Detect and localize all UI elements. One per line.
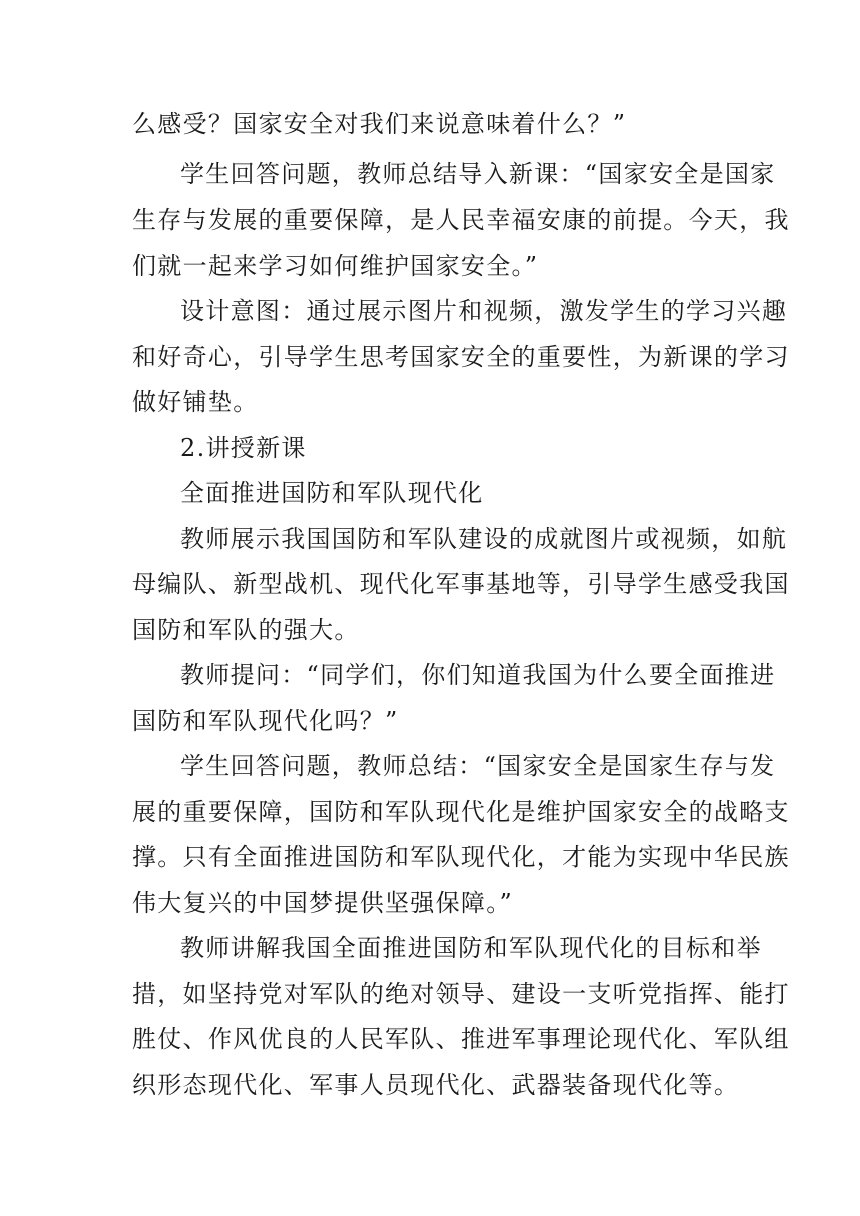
text-line: 全面推进国防和军队现代化 [180,479,484,507]
text-line: 生存与发展的重要保障，是人民幸福安康的前提。今天，我 [132,206,790,234]
text-line: 2.讲授新课 [180,434,307,462]
text-line: 们就一起来学习如何维护国家安全。” [132,252,539,280]
text-line: 织形态现代化、军事人员现代化、武器装备现代化等。 [132,1071,740,1099]
text-line: 学生回答问题，教师总结：“国家安全是国家生存与发 [180,752,776,780]
text-line: 国防和军队的强大。 [132,616,360,644]
text-line: 和好奇心，引导学生思考国家安全的重要性，为新课的学习 [132,343,790,371]
text-line: 母编队、新型战机、现代化军事基地等，引导学生感受我国 [132,570,790,598]
text-line: 设计意图：通过展示图片和视频，激发学生的学习兴趣 [180,297,788,325]
text-line: 教师展示我国国防和军队建设的成就图片或视频，如航 [180,525,788,553]
text-line: 国防和军队现代化吗？” [132,707,399,735]
text-line: 胜仗、作风优良的人民军队、推进军事理论现代化、军队组 [132,1025,790,1053]
text-line: 教师提问：“同学们，你们知道我国为什么要全面推进 [180,661,776,689]
text-line: 学生回答问题，教师总结导入新课：“国家安全是国家 [180,160,776,188]
text-line: 么感受？国家安全对我们来说意味着什么？” [132,110,627,138]
text-line: 措，如坚持党对军队的绝对领导、建设一支听党指挥、能打 [132,980,790,1008]
text-line: 展的重要保障，国防和军队现代化是维护国家安全的战略支 [132,798,790,826]
text-line: 伟大复兴的中国梦提供坚强保障。” [132,889,514,917]
text-line: 做好铺垫。 [132,388,259,416]
text-line: 撑。只有全面推进国防和军队现代化，才能为实现中华民族 [132,843,790,871]
text-line: 教师讲解我国全面推进国防和军队现代化的目标和举 [180,934,762,962]
